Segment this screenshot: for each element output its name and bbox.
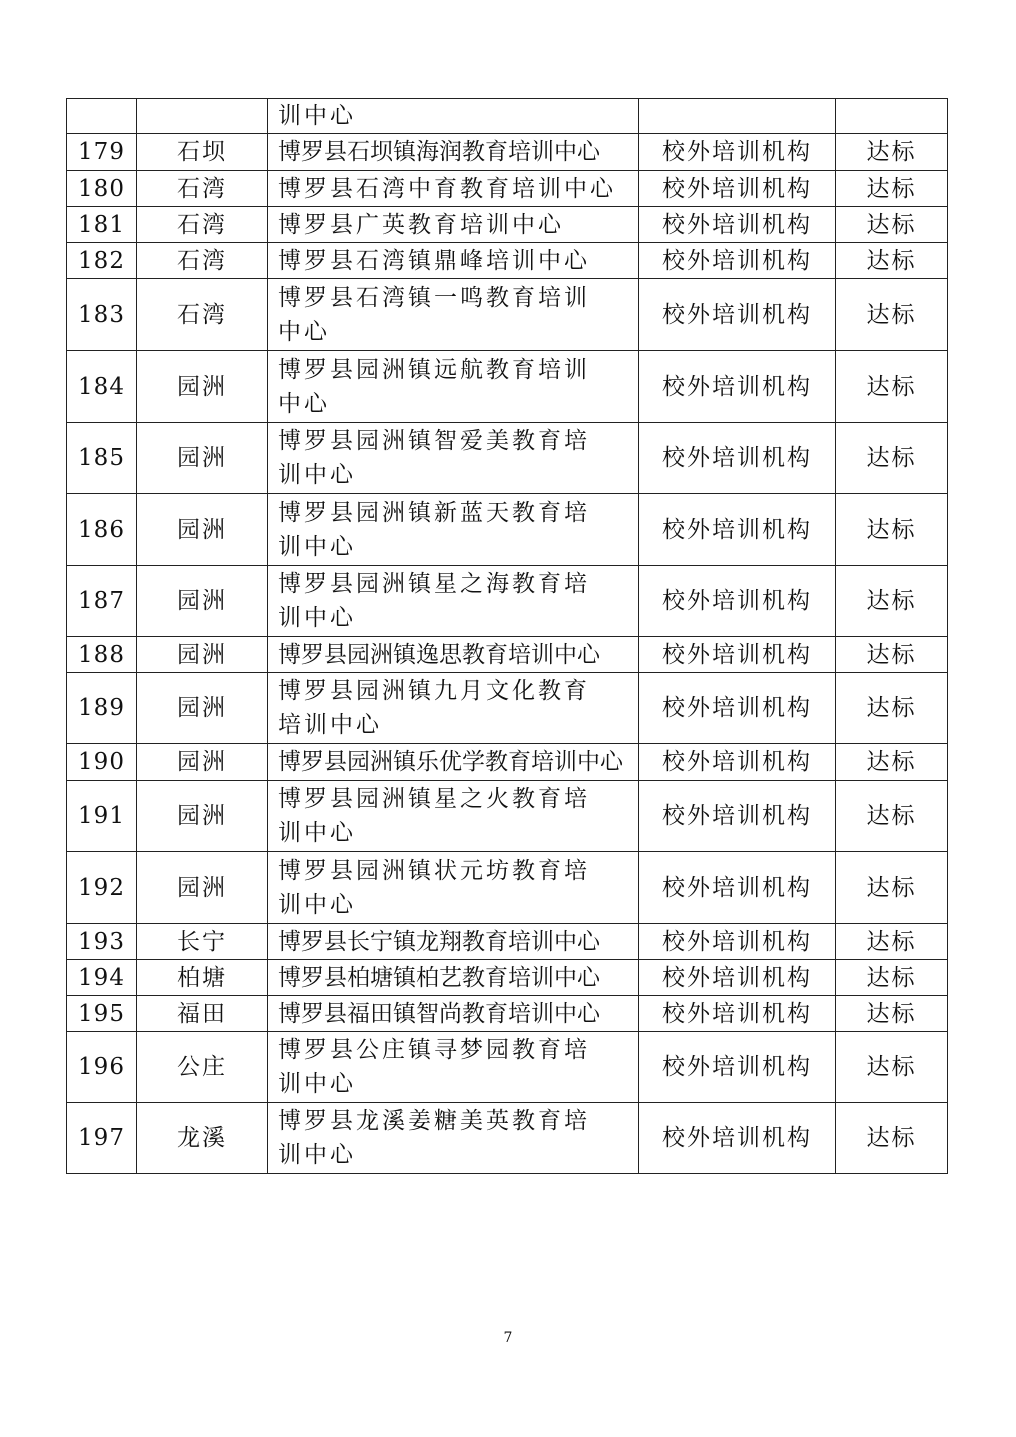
row-number-cell: 190	[67, 744, 137, 781]
table-row	[67, 960, 948, 996]
row-number-cell: 182	[67, 243, 137, 279]
row-number-cell: 197	[67, 1103, 137, 1174]
institution-name-cell: 博罗县园洲镇状元坊教育培 训中心	[268, 852, 639, 924]
status-cell: 达标	[836, 744, 948, 781]
institution-type-cell: 校外培训机构	[639, 494, 836, 566]
status-cell: 达标	[836, 423, 948, 494]
table-row	[67, 781, 948, 852]
table-row	[67, 423, 948, 494]
table-row	[67, 134, 948, 171]
institution-name-cell: 博罗县石坝镇海润教育培训中心	[268, 134, 639, 171]
row-number-cell: 187	[67, 566, 137, 637]
status-cell: 达标	[836, 924, 948, 960]
institution-type-cell: 校外培训机构	[639, 781, 836, 852]
institution-type-cell: 校外培训机构	[639, 1103, 836, 1174]
status-cell: 达标	[836, 781, 948, 852]
institution-name-cell: 博罗县公庄镇寻梦园教育培 训中心	[268, 1032, 639, 1103]
institution-type-cell: 校外培训机构	[639, 744, 836, 781]
institution-type-cell: 校外培训机构	[639, 637, 836, 673]
institution-name-cell: 博罗县柏塘镇柏艺教育培训中心	[268, 960, 639, 996]
status-cell: 达标	[836, 279, 948, 351]
institution-type-cell: 校外培训机构	[639, 960, 836, 996]
table-row	[67, 243, 948, 279]
row-number-cell: 194	[67, 960, 137, 996]
town-cell: 园洲	[137, 423, 268, 494]
institution-name-cell: 博罗县园洲镇智爱美教育培 训中心	[268, 423, 639, 494]
table-row	[67, 279, 948, 351]
row-number-cell: 195	[67, 996, 137, 1032]
institution-name-cell: 博罗县园洲镇九月文化教育 培训中心	[268, 673, 639, 744]
institution-name-cell: 博罗县园洲镇逸思教育培训中心	[268, 637, 639, 673]
table-body	[67, 99, 948, 1174]
institution-type-cell: 校外培训机构	[639, 996, 836, 1032]
institution-name-cell: 训中心	[268, 99, 639, 134]
row-number-cell: 188	[67, 637, 137, 673]
table-row	[67, 566, 948, 637]
institution-type-cell: 校外培训机构	[639, 243, 836, 279]
town-cell: 柏塘	[137, 960, 268, 996]
institution-type-cell: 校外培训机构	[639, 1032, 836, 1103]
table-row	[67, 99, 948, 134]
town-cell: 长宁	[137, 924, 268, 960]
institution-type-cell: 校外培训机构	[639, 924, 836, 960]
institution-type-cell: 校外培训机构	[639, 673, 836, 744]
town-cell: 石湾	[137, 207, 268, 243]
status-cell: 达标	[836, 960, 948, 996]
row-number-cell: 184	[67, 351, 137, 423]
institution-type-cell: 校外培训机构	[639, 171, 836, 207]
table-row	[67, 494, 948, 566]
row-number-cell: 181	[67, 207, 137, 243]
institution-type-cell	[639, 99, 836, 134]
town-cell: 园洲	[137, 744, 268, 781]
table-row	[67, 171, 948, 207]
status-cell: 达标	[836, 351, 948, 423]
row-number-cell: 189	[67, 673, 137, 744]
institution-name-cell: 博罗县福田镇智尚教育培训中心	[268, 996, 639, 1032]
institution-name-cell: 博罗县广英教育培训中心	[268, 207, 639, 243]
institution-type-cell: 校外培训机构	[639, 852, 836, 924]
row-number-cell	[67, 99, 137, 134]
row-number-cell: 185	[67, 423, 137, 494]
status-cell: 达标	[836, 207, 948, 243]
institution-name-cell: 博罗县石湾镇一鸣教育培训 中心	[268, 279, 639, 351]
status-cell: 达标	[836, 852, 948, 924]
status-cell: 达标	[836, 637, 948, 673]
institution-name-cell: 博罗县石湾中育教育培训中心	[268, 171, 639, 207]
status-cell: 达标	[836, 1032, 948, 1103]
town-cell: 石湾	[137, 171, 268, 207]
row-number-cell: 191	[67, 781, 137, 852]
status-cell: 达标	[836, 566, 948, 637]
table-row	[67, 207, 948, 243]
town-cell: 园洲	[137, 494, 268, 566]
institution-name-cell: 博罗县园洲镇远航教育培训 中心	[268, 351, 639, 423]
institution-type-cell: 校外培训机构	[639, 423, 836, 494]
table-row	[67, 924, 948, 960]
town-cell	[137, 99, 268, 134]
status-cell	[836, 99, 948, 134]
town-cell: 龙溪	[137, 1103, 268, 1174]
status-cell: 达标	[836, 134, 948, 171]
row-number-cell: 180	[67, 171, 137, 207]
institution-type-cell: 校外培训机构	[639, 566, 836, 637]
institution-name-cell: 博罗县园洲镇新蓝天教育培 训中心	[268, 494, 639, 566]
town-cell: 园洲	[137, 566, 268, 637]
table-row	[67, 637, 948, 673]
page-number: 7	[503, 1330, 513, 1346]
row-number-cell: 192	[67, 852, 137, 924]
institution-type-cell: 校外培训机构	[639, 207, 836, 243]
status-cell: 达标	[836, 171, 948, 207]
town-cell: 园洲	[137, 637, 268, 673]
town-cell: 园洲	[137, 852, 268, 924]
institution-type-cell: 校外培训机构	[639, 279, 836, 351]
row-number-cell: 179	[67, 134, 137, 171]
status-cell: 达标	[836, 494, 948, 566]
town-cell: 园洲	[137, 781, 268, 852]
table-row	[67, 852, 948, 924]
table-row	[67, 1103, 948, 1174]
institution-type-cell: 校外培训机构	[639, 351, 836, 423]
institution-name-cell: 博罗县园洲镇星之火教育培 训中心	[268, 781, 639, 852]
town-cell: 园洲	[137, 673, 268, 744]
institution-name-cell: 博罗县园洲镇乐优学教育培训中心	[268, 744, 639, 781]
town-cell: 福田	[137, 996, 268, 1032]
table-row	[67, 1032, 948, 1103]
institution-name-cell: 博罗县龙溪姜糖美英教育培 训中心	[268, 1103, 639, 1174]
status-cell: 达标	[836, 996, 948, 1032]
status-cell: 达标	[836, 243, 948, 279]
town-cell: 园洲	[137, 351, 268, 423]
row-number-cell: 196	[67, 1032, 137, 1103]
institution-name-cell: 博罗县长宁镇龙翔教育培训中心	[268, 924, 639, 960]
table-row	[67, 673, 948, 744]
town-cell: 石湾	[137, 243, 268, 279]
row-number-cell: 186	[67, 494, 137, 566]
town-cell: 石坝	[137, 134, 268, 171]
status-cell: 达标	[836, 1103, 948, 1174]
table-row	[67, 351, 948, 423]
table-row	[67, 744, 948, 781]
town-cell: 石湾	[137, 279, 268, 351]
institution-type-cell: 校外培训机构	[639, 134, 836, 171]
institution-name-cell: 博罗县园洲镇星之海教育培 训中心	[268, 566, 639, 637]
status-cell: 达标	[836, 673, 948, 744]
town-cell: 公庄	[137, 1032, 268, 1103]
row-number-cell: 193	[67, 924, 137, 960]
row-number-cell: 183	[67, 279, 137, 351]
table-row	[67, 996, 948, 1032]
institution-table	[66, 98, 948, 1174]
institution-name-cell: 博罗县石湾镇鼎峰培训中心	[268, 243, 639, 279]
